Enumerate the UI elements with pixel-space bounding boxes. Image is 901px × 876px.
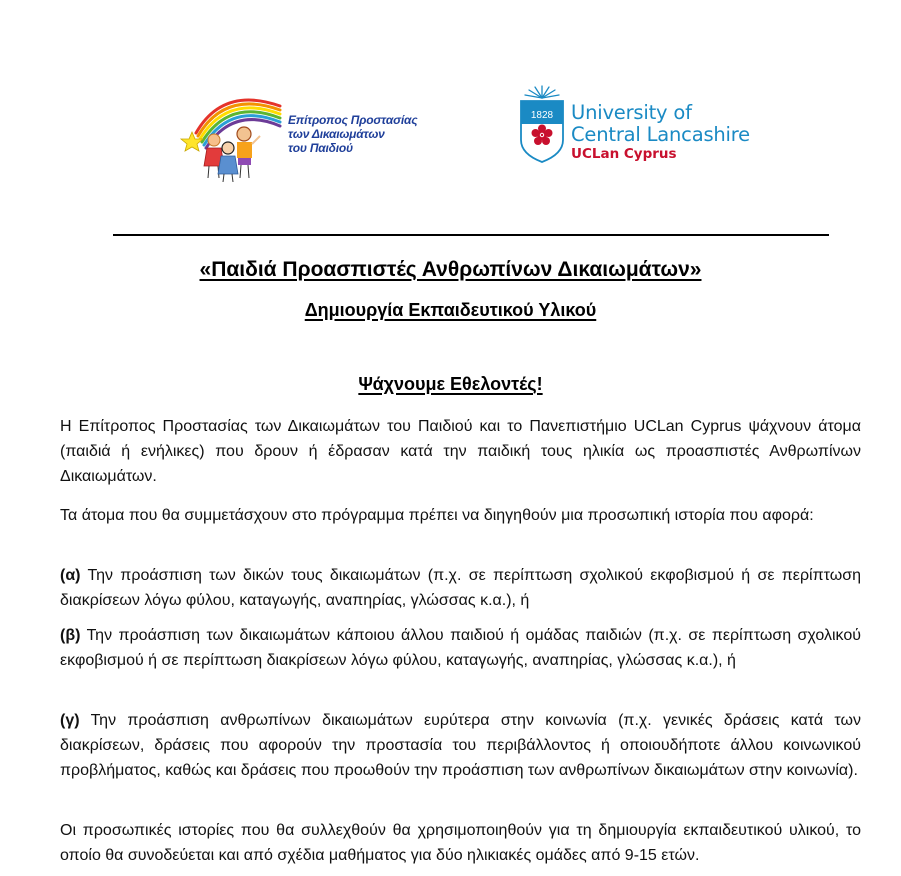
commissioner-logo	[178, 88, 423, 183]
option-text: Την προάσπιση ανθρωπίνων δικαιωμάτων ευρύτερα στην κοινωνία (π.χ. γενικές δράσεις κατά των διακρίσεων, δράσεις που αφορούν την προστασία του περιβάλλοντος ή οποιουδήποτε άλλου κοινωνικού προβλήματος, καθώς και δράσεις που προωθούν την προάσπιση των ανθρωπίνων δικαιωμάτων στην κοινωνία).	[60, 712, 861, 779]
closing-paragraph: Οι προσωπικές ιστορίες που θα συλλεχθούν θα χρησιμοποιηθούν για τη δημιουργία εκπαιδευτικού υλικού, το οποίο θα συνοδεύεται και από σχέδια μαθήματος για δύο ηλικιακές ομάδες από 9-15 ετών.	[60, 822, 861, 864]
commissioner-logo-line: των Δικαιωμάτων	[288, 127, 385, 141]
uclan-crest-icon	[517, 84, 567, 164]
uclan-wordmark	[571, 102, 750, 162]
header-divider	[113, 234, 829, 236]
commissioner-logo-line: του Παιδιού	[288, 141, 353, 155]
requirement-paragraph: Τα άτομα που θα συμμετάσχουν στο πρόγραμμα πρέπει να διηγηθούν μια προσωπική ιστορία που αφορά:	[60, 507, 814, 524]
option-text: Την προάσπιση των δικαιωμάτων κάποιου άλλου παιδιού ή ομάδας παιδιών (π.χ. σε περίπτωση σχολικού εκφοβισμού ή σε περίπτωση διακρίσεων λόγω φύλου, καταγωγής, αναπηρίας, γλώσσας κ.α.), ή	[60, 627, 861, 669]
volunteers-call-heading: Ψάχνουμε Εθελοντές!	[358, 374, 543, 394]
commissioner-logo-text	[288, 113, 417, 155]
option-alpha	[60, 563, 861, 613]
uclan-cyprus-logo	[517, 84, 767, 169]
option-marker: (α)	[60, 567, 81, 584]
uclan-cyprus-subtitle: UCLan Cyprus	[571, 146, 677, 162]
crest-year: 1828	[530, 110, 554, 121]
option-marker: (β)	[60, 627, 81, 644]
uclan-wordmark-line1: University of	[571, 101, 692, 124]
intro-paragraph: Η Επίτροπος Προστασίας των Δικαιωμάτων του Παιδιού και το Πανεπιστήμιο UCLan Cyprus ψάχνουν άτομα (παιδιά ή ενήλικες) που δρουν ή έδρασαν κατά την παιδική τους ηλικία ως προασπιστές Ανθρωπίνων Δικαιωμάτων.	[60, 418, 861, 485]
option-marker: (γ)	[60, 712, 80, 729]
option-beta	[60, 623, 861, 673]
commissioner-logo-line: Επίτροπος Προστασίας	[288, 113, 418, 127]
option-text: Την προάσπιση των δικών τους δικαιωμάτων (π.χ. σε περίπτωση σχολικού εκφοβισμού ή σε περίπτωση διακρίσεων λόγω φύλου, καταγωγής, αναπηρίας, γλώσσας κ.α.), ή	[60, 567, 861, 609]
document-subtitle: Δημιουργία Εκπαιδευτικού Υλικού	[304, 300, 597, 320]
option-gamma	[60, 708, 861, 783]
document-title: «Παιδιά Προασπιστές Ανθρωπίνων Δικαιωμάτων»	[199, 258, 702, 281]
uclan-wordmark-line2: Central Lancashire	[571, 123, 750, 146]
rainbow-children-illustration-icon	[178, 88, 283, 183]
